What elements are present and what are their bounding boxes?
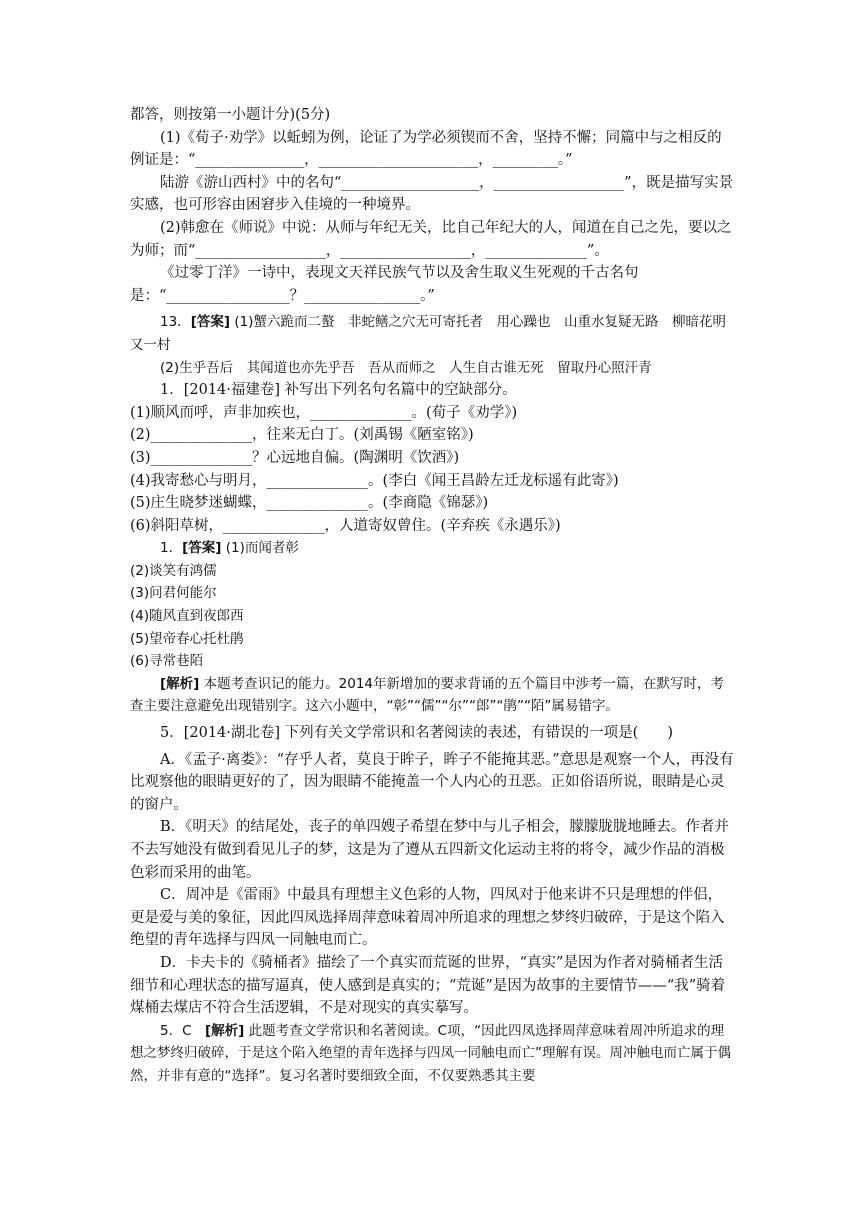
question-item: (5)庄生晓梦迷蝴蝶，______________。(李商隐《锦瑟》) <box>130 495 489 512</box>
analysis-label: [解析] <box>160 675 200 692</box>
option-b: B．《明天》的结尾处，丧子的单四嫂子希望在梦中与儿子相会，朦朦胧胧地睡去。作者并不去写她没有做到看见儿子的梦，这是为了遵从五四新文化运动主将的将令，减少作品的消极色彩而采用的曲笔。 <box>130 819 729 881</box>
answer-item: (2)谈笑有鸿儒 <box>130 562 217 579</box>
answer-item: (5)望帝春心托杜鹃 <box>130 630 244 647</box>
answer-label: [答案] <box>190 314 231 331</box>
question-hubei-heading: 5．[2014·湖北卷] 下列有关文学常识和名著阅读的表述，有错误的一项是( ) <box>160 725 673 742</box>
answer-number: 13． <box>160 314 191 331</box>
answer-number: 5．C <box>160 1022 206 1039</box>
question-item: (4)我寄愁心与明月，______________。(李白《闻王昌龄左迁龙标遥有此寄》) <box>130 472 619 489</box>
question-lu-you: 陆游《游山西村》中的名句“___________________，__________________”，既是描写实景实感，也可形容由困窘步入佳境的一种境界。 <box>130 174 734 214</box>
answer-13 <box>130 311 734 356</box>
answer-item: (6)寻常巷陌 <box>130 653 204 670</box>
answer-text: (1)而闻者彰 <box>221 540 299 557</box>
answer-1 <box>130 537 734 560</box>
question-xunzi: (1)《荀子·劝学》以蚯蚓为例，论证了为学必须锲而不舍，坚持不懈；同篇中与之相反的例证是：“_______________，______________________，_________。” <box>130 129 722 169</box>
analysis-5 <box>130 1020 734 1088</box>
text-line: 都答，则按第一小题计分)(5分) <box>130 107 331 123</box>
answer-13-part2: (2)生乎吾后 其闻道也亦先乎吾 吾从而师之 人生自古谁无死 留取丹心照汗青 <box>160 359 652 376</box>
question-item: (6)斜阳草树，______________，人道寄奴曾住。(辛弃疾《永遇乐》) <box>130 517 561 534</box>
analysis-text: 本题考查识记的能力。2014年新增加的要求背诵的五个篇目中涉考一篇，在默写时，考查主要注意避免出现错别字。这六小题中，“彰”“儒”“尔”“郎”“鹃”“陌”属易错字。 <box>130 675 724 715</box>
analysis-text: 此题考查文学常识和名著阅读。C项，“因此四凤选择周萍意味着周冲所追求的理想之梦终归破碎，于是这个陷入绝望的青年选择与四凤一同触电而亡”理解有误。周冲触电而亡属于偶然，并非有意的“选择”。复习名著时要细致全面，不仅要熟悉其主要 <box>130 1022 731 1084</box>
analysis-label: [解析] <box>205 1022 245 1039</box>
answer-text: (1)蟹六跪而二螯 非蛇鳝之穴无可寄托者 用心躁也 山重水复疑无路 柳暗花明又一村 <box>130 314 726 353</box>
analysis-1 <box>130 673 734 718</box>
question-item: (3)______________？心远地自偏。(陶渊明《饮酒》) <box>130 449 460 466</box>
document-page <box>130 104 734 1088</box>
option-a: A．《孟子·离娄》：“存乎人者，莫良于眸子，眸子不能掩其恶。”意思是观察一个人，再没有比观察他的眼睛更好的了，因为眼睛不能掩盖一个人内心的丑恶。正如俗语所说，眼睛是心灵的窗户。 <box>130 751 734 813</box>
question-shishuo: (2)韩愈在《师说》中说：从师与年纪无关，比自己年纪大的人，闻道在自己之先，要以之为师；而“__________________，__________________，______________”。 <box>130 219 732 259</box>
question-fujian-heading: 1．[2014·福建卷] 补写出下列名句名篇中的空缺部分。 <box>160 382 517 399</box>
answer-item: (3)问君何能尔 <box>130 585 217 602</box>
question-guolingdingyang: 《过零丁洋》一诗中，表现文天祥民族气节以及舍生取义生死观的千古名句是：“_________________？________________。” <box>130 265 639 304</box>
option-c: C．周冲是《雷雨》中最具有理想主义色彩的人物，四凤对于他来讲不只是理想的伴侣，更是爱与美的象征，因此四凤选择周萍意味着周冲所追求的理想之梦终归破碎，于是这个陷入绝望的青年选择与四凤一同触电而亡。 <box>130 887 725 949</box>
answer-item: (4)随风直到夜郎西 <box>130 608 244 625</box>
answer-number: 1． <box>160 540 183 557</box>
answer-label: [答案] <box>182 540 222 557</box>
option-d: D．卡夫卡的《骑桶者》描绘了一个真实而荒诞的世界，“真实”是因为作者对骑桶者生活细节和心理状态的描写逼真，使人感到是真实的；“荒诞”是因为故事的主要情节——“我”骑着煤桶去煤店不符合生活逻辑，不是对现实的真实摹写。 <box>130 954 726 1017</box>
question-item: (1)顺风而呼，声非加疾也，______________。(荀子《劝学》) <box>130 404 518 421</box>
question-item: (2)______________，往来无白丁。(刘禹锡《陋室铭》) <box>130 427 474 444</box>
